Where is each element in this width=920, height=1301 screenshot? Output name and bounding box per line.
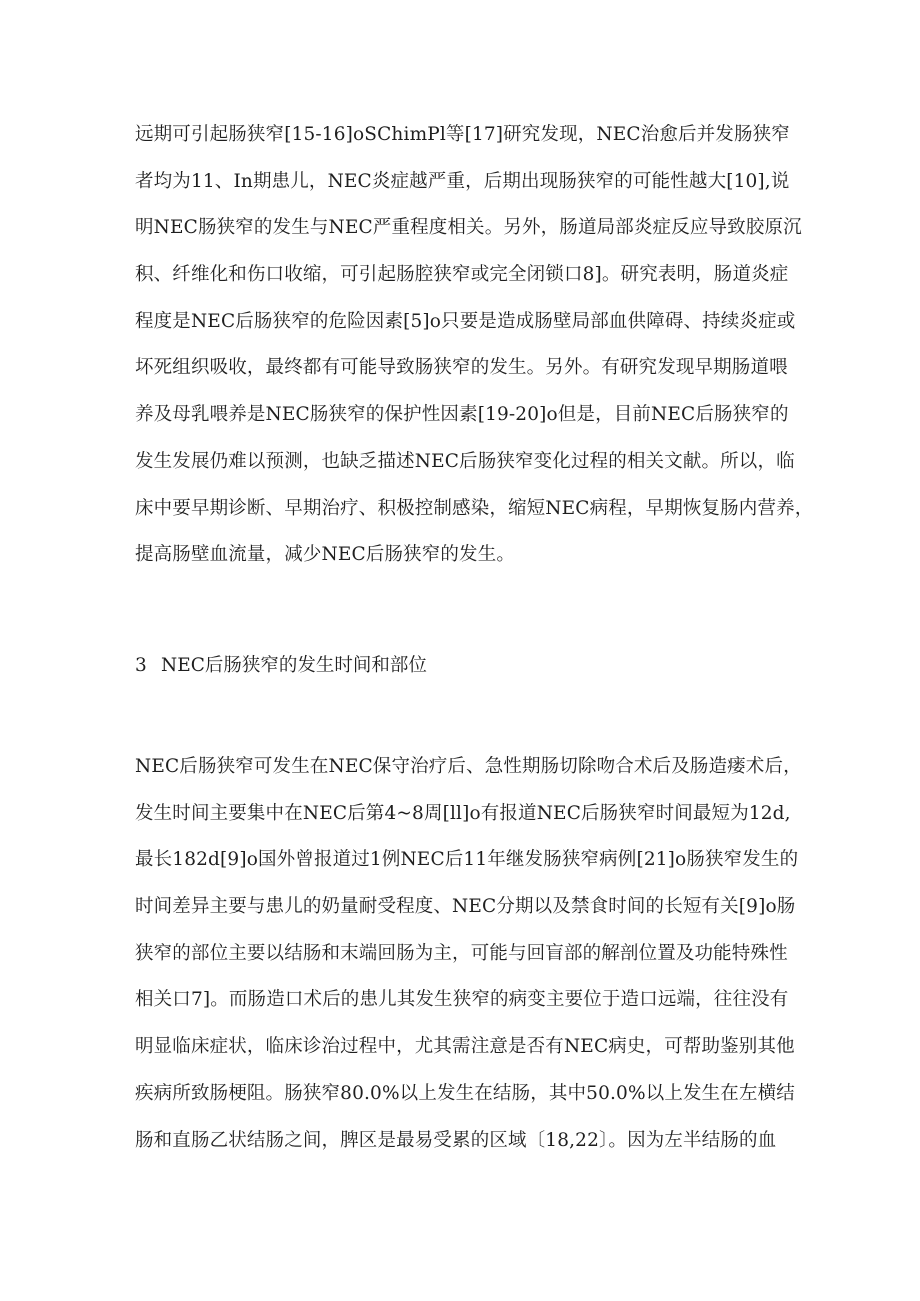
text-line: 时间差异主要与患儿的奶量耐受程度、NEC分期以及禁食时间的长短有关[9]o肠 bbox=[135, 896, 796, 918]
paragraph-2 bbox=[135, 744, 802, 1164]
text-line: 明显临床症状，临床诊治过程中，尤其需注意是否有NEC病史，可帮助鉴别其他 bbox=[135, 1036, 795, 1058]
text-line: 发生时间主要集中在NEC后第4~8周[ll]o有报道NEC后肠狭窄时间最短为12d, bbox=[135, 802, 791, 824]
text-line: 程度是NEC后肠狭窄的危险因素[5]o只要是造成肠壁局部血供障碍、持续炎症或 bbox=[135, 310, 796, 332]
text-line: 床中要早期诊断、早期治疗、积极控制感染，缩短NEC病程，早期恢复肠内营养， bbox=[135, 497, 814, 519]
text-line: 相关口7]。而肠造口术后的患儿其发生狭窄的病变主要位于造口远端，往往没有 bbox=[135, 989, 789, 1011]
text-line: 疾病所致肠梗阻。肠狭窄80.0%以上发生在结肠，其中50.0%以上发生在左横结 bbox=[135, 1082, 795, 1104]
text-line: 最长182d[9]o国外曾报道过1例NEC后11年继发肠狭窄病例[21]o肠狭窄发生的 bbox=[135, 849, 799, 871]
text-line: 坏死组织吸收，最终都有可能导致肠狭窄的发生。另外。有研究发现早期肠道喂 bbox=[135, 357, 788, 379]
text-line: 狭窄的部位主要以结肠和末端回肠为主，可能与回盲部的解剖位置及功能特殊性 bbox=[135, 942, 788, 964]
section-heading bbox=[135, 643, 427, 689]
text-line: 养及母乳喂养是NEC肠狭窄的保护性因素[19-20]o但是，目前NEC后肠狭窄的 bbox=[135, 404, 789, 426]
section-number: 3 bbox=[135, 655, 147, 676]
text-line: NEC后肠狭窄可发生在NEC保守治疗后、急性期肠切除吻合术后及肠造瘘术后， bbox=[135, 756, 802, 777]
text-line: 明NEC肠狭窄的发生与NEC严重程度相关。另外，肠道局部炎症反应导致胶原沉 bbox=[135, 217, 802, 239]
text-line: 肠和直肠乙状结肠之间，脾区是最易受累的区域〔18,22〕。因为左半结肠的血 bbox=[135, 1129, 777, 1151]
text-line: 积、纤维化和伤口收缩，可引起肠腔狭窄或完全闭锁口8]。研究表明，肠道炎症 bbox=[135, 264, 789, 286]
text-line: 者均为11、In期患儿，NEC炎症越严重，后期出现肠狭窄的可能性越大[10],说 bbox=[135, 170, 790, 192]
section-title: NEC后肠狭窄的发生时间和部位 bbox=[161, 655, 427, 676]
paragraph-1 bbox=[135, 112, 814, 579]
text-line: 发生发展仍难以预测，也缺乏描述NEC后肠狭窄变化过程的相关文献。所以，临 bbox=[135, 450, 795, 472]
text-line: 远期可引起肠狭窄[15-16]oSChimPl等[17]研究发现，NEC治愈后并发肠狭窄 bbox=[135, 124, 790, 145]
text-line: 提高肠壁血流量，减少NEC后肠狭窄的发生。 bbox=[135, 544, 515, 566]
